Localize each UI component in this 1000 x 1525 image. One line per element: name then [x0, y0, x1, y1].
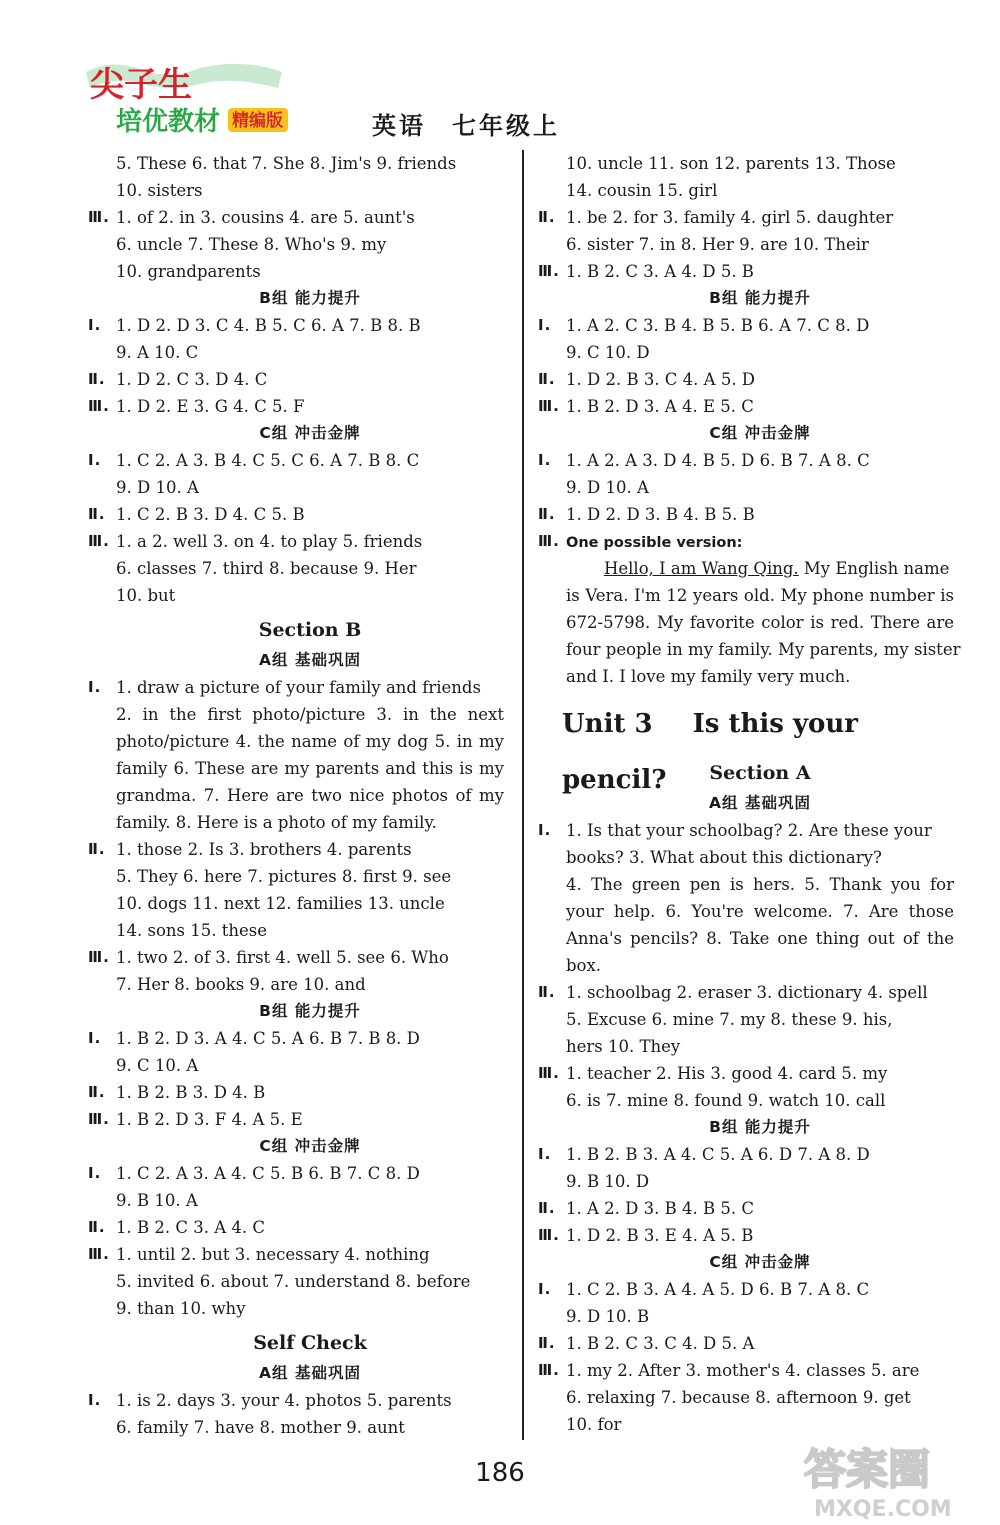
answer-line — [88, 366, 504, 393]
answer-line: photo/picture 4. the name of my dog 5. in my — [116, 732, 504, 751]
answer-text: 1. B 2. D 3. A 4. C 5. A 6. B 7. B 8. D — [116, 1029, 420, 1048]
answer-text: 1. D 2. B 3. E 4. A 5. B — [566, 1226, 754, 1245]
group-heading-c: C组 冲击金牌 — [259, 1137, 361, 1155]
group-number: Ⅰ. — [538, 821, 552, 839]
page-number: 186 — [475, 1458, 525, 1488]
answer-line — [88, 1106, 504, 1133]
answer-text: 1. D 2. D 3. B 4. B 5. B — [566, 505, 755, 524]
section-heading: Section A — [709, 762, 811, 784]
group-number: Ⅲ. — [88, 948, 110, 966]
left-column — [88, 150, 504, 1441]
page-header — [82, 62, 602, 140]
answer-text: 1. C 2. B 3. A 4. A 5. D 6. B 7. A 8. C — [566, 1280, 870, 1299]
watermark-top-text: 答案圈 — [804, 1445, 931, 1494]
subject-label: 英语 — [372, 112, 426, 140]
answer-text: 1. those 2. Is 3. brothers 4. parents — [116, 840, 412, 859]
answer-text: 1. C 2. A 3. A 4. C 5. B 6. B 7. C 8. D — [116, 1164, 420, 1183]
answer-text: 1. be 2. for 3. family 4. girl 5. daughter — [566, 208, 894, 227]
answer-line — [88, 204, 504, 231]
answer-line — [88, 393, 504, 420]
answer-text: 1. D 2. C 3. D 4. C — [116, 370, 268, 389]
group-heading-a: A组 基础巩固 — [259, 651, 361, 669]
answer-text: 1. two 2. of 3. first 4. well 5. see 6. Who — [116, 948, 449, 967]
group-number: Ⅰ. — [88, 1391, 102, 1409]
group-number: Ⅰ. — [88, 316, 102, 334]
answer-line: 6. sister 7. in 8. Her 9. are 10. Their — [566, 235, 869, 254]
answer-line: 10. dogs 11. next 12. families 13. uncle — [116, 894, 445, 913]
group-number: Ⅱ. — [538, 370, 556, 388]
essay-text: My English name — [798, 559, 950, 578]
answer-line: Anna's pencils? 8. Take one thing out of the — [566, 929, 954, 948]
essay-underlined: Hello, I am Wang Qing. — [604, 559, 799, 578]
answer-line — [538, 1060, 954, 1087]
group-number: Ⅱ. — [88, 505, 106, 523]
answer-text: 1. C 2. B 3. D 4. C 5. B — [116, 505, 305, 524]
group-number: Ⅱ. — [538, 208, 556, 226]
answer-line: family. 8. Here is a photo of my family. — [116, 813, 437, 832]
answer-line: 6. relaxing 7. because 8. afternoon 9. get — [566, 1388, 911, 1407]
right-column — [538, 150, 961, 1438]
unit-number: Unit 3 — [562, 709, 653, 739]
grade-label: 七年级上 — [452, 112, 560, 140]
answer-line: 9. B 10. A — [116, 1191, 198, 1210]
group-number: Ⅲ. — [538, 532, 560, 550]
answer-line: 6. is 7. mine 8. found 9. watch 10. call — [566, 1091, 886, 1110]
answer-line — [88, 944, 504, 971]
group-number: Ⅲ. — [88, 208, 110, 226]
answer-text: 1. schoolbag 2. eraser 3. dictionary 4. spell — [566, 983, 928, 1002]
group-number: Ⅲ. — [88, 397, 110, 415]
answer-line — [538, 204, 954, 231]
answer-text: 1. B 2. D 3. A 4. E 5. C — [566, 397, 754, 416]
answer-line — [538, 528, 954, 555]
answer-text: 1. B 2. B 3. D 4. B — [116, 1083, 266, 1102]
answer-text: 1. D 2. D 3. C 4. B 5. C 6. A 7. B 8. B — [116, 316, 421, 335]
group-number: Ⅰ. — [88, 1029, 102, 1047]
answer-line — [538, 393, 954, 420]
answer-line: 10. grandparents — [116, 262, 261, 281]
group-number: Ⅲ. — [538, 1226, 560, 1244]
answer-text: 1. A 2. C 3. B 4. B 5. B 6. A 7. C 8. D — [566, 316, 870, 335]
answer-line — [88, 447, 504, 474]
answer-line — [88, 1241, 504, 1268]
answer-text: 1. teacher 2. His 3. good 4. card 5. my — [566, 1064, 888, 1083]
answer-line: 9. D 10. A — [566, 478, 649, 497]
answer-line — [538, 1222, 954, 1249]
answer-line: 4. The green pen is hers. 5. Thank you for — [566, 875, 954, 894]
answer-line: 10. for — [566, 1415, 622, 1434]
answer-text: 1. A 2. D 3. B 4. B 5. C — [566, 1199, 754, 1218]
answer-line: 5. These 6. that 7. She 8. Jim's 9. friends — [116, 154, 457, 173]
answer-line: 9. than 10. why — [116, 1299, 246, 1318]
unit-title: Is this your pencil? — [562, 709, 858, 795]
book-series-logo — [82, 62, 344, 140]
answer-line: 9. A 10. C — [116, 343, 199, 362]
answer-line — [538, 447, 954, 474]
answer-line: 10. sisters — [116, 181, 203, 200]
answer-text: 1. of 2. in 3. cousins 4. are 5. aunt's — [116, 208, 415, 227]
answer-line: 14. sons 15. these — [116, 921, 267, 940]
group-number: Ⅰ. — [538, 316, 552, 334]
group-number: Ⅱ. — [88, 840, 106, 858]
answer-line: 9. C 10. D — [566, 343, 650, 362]
section-heading: Section B — [258, 619, 362, 641]
column-divider — [522, 150, 524, 1440]
answer-line: box. — [566, 956, 602, 975]
answer-line: your help. 6. You're welcome. 7. Are those — [566, 902, 954, 921]
answer-line — [538, 1357, 954, 1384]
group-number: Ⅲ. — [88, 1110, 110, 1128]
answer-line — [88, 1025, 504, 1052]
answer-line: books? 3. What about this dictionary? — [566, 848, 882, 867]
answer-line — [88, 1079, 504, 1106]
group-number: Ⅲ. — [88, 532, 110, 550]
answer-line — [538, 1195, 954, 1222]
answer-text: 1. C 2. A 3. B 4. C 5. C 6. A 7. B 8. C — [116, 451, 420, 470]
group-number: Ⅲ. — [538, 1064, 560, 1082]
logo-sub-text: 培优教材 — [116, 107, 221, 137]
answer-line — [538, 1276, 954, 1303]
answer-line — [538, 1141, 954, 1168]
answer-line: 14. cousin 15. girl — [566, 181, 718, 200]
group-number: Ⅲ. — [538, 397, 560, 415]
answer-text: 1. until 2. but 3. necessary 4. nothing — [116, 1245, 430, 1264]
answer-line — [88, 1214, 504, 1241]
answer-line: 6. uncle 7. These 8. Who's 9. my — [116, 235, 387, 254]
group-heading-c: C组 冲击金牌 — [709, 424, 811, 442]
answer-line: 10. but — [116, 586, 176, 605]
answer-line — [88, 674, 504, 701]
answer-text: 1. B 2. C 3. A 4. D 5. B — [566, 262, 754, 281]
answer-line — [88, 836, 504, 863]
group-number: Ⅱ. — [538, 505, 556, 523]
answer-line — [88, 1387, 504, 1414]
book-title — [372, 106, 560, 141]
answer-text: 1. B 2. D 3. F 4. A 5. E — [116, 1110, 303, 1129]
group-number: Ⅰ. — [88, 1164, 102, 1182]
group-heading-b: B组 能力提升 — [709, 289, 811, 307]
possible-version-label: One possible version: — [566, 535, 743, 551]
group-number: Ⅰ. — [88, 451, 102, 469]
essay-line: 672-5798. My favorite color is red. There are — [566, 613, 954, 632]
group-number: Ⅱ. — [538, 983, 556, 1001]
group-number: Ⅱ. — [88, 1083, 106, 1101]
section-heading: Self Check — [253, 1332, 367, 1354]
group-number: Ⅱ. — [538, 1199, 556, 1217]
answer-line — [538, 979, 954, 1006]
group-number: Ⅲ. — [88, 1245, 110, 1263]
answer-text: 1. a 2. well 3. on 4. to play 5. friends — [116, 532, 423, 551]
answer-line — [538, 366, 954, 393]
answer-line — [88, 528, 504, 555]
answer-line: 6. classes 7. third 8. because 9. Her — [116, 559, 417, 578]
answer-line — [88, 501, 504, 528]
answer-line: 9. D 10. B — [566, 1307, 650, 1326]
answer-text: 1. draw a picture of your family and friends — [116, 678, 481, 697]
group-heading-c: C组 冲击金牌 — [709, 1253, 811, 1271]
answer-line: 9. C 10. A — [116, 1056, 199, 1075]
group-heading-a: A组 基础巩固 — [709, 794, 811, 812]
answer-line: 9. D 10. A — [116, 478, 199, 497]
logo-badge-text: 精编版 — [232, 111, 283, 131]
group-heading-b: B组 能力提升 — [259, 1002, 361, 1020]
logo-main-text: 尖子生 — [90, 65, 192, 105]
essay-line — [566, 555, 954, 582]
essay-line: is Vera. I'm 12 years old. My phone number is — [566, 586, 954, 605]
group-heading-b: B组 能力提升 — [709, 1118, 811, 1136]
answer-line: 5. They 6. here 7. pictures 8. first 9. see — [116, 867, 452, 886]
answer-text: 1. B 2. B 3. A 4. C 5. A 6. D 7. A 8. D — [566, 1145, 870, 1164]
answer-text: 1. Is that your schoolbag? 2. Are these your — [566, 821, 932, 840]
answer-text: 1. is 2. days 3. your 4. photos 5. parents — [116, 1391, 452, 1410]
group-number: Ⅲ. — [538, 262, 560, 280]
answer-line — [538, 1330, 954, 1357]
group-number: Ⅰ. — [538, 1280, 552, 1298]
answer-text: 1. B 2. C 3. A 4. C — [116, 1218, 265, 1237]
group-number: Ⅱ. — [88, 1218, 106, 1236]
group-number: Ⅲ. — [538, 1361, 560, 1379]
answer-line: family 6. These are my parents and this is my — [116, 759, 504, 778]
answer-line — [538, 501, 954, 528]
group-heading-a: A组 基础巩固 — [259, 1364, 361, 1382]
essay-line: four people in my family. My parents, my sister — [566, 640, 961, 659]
answer-line: 10. uncle 11. son 12. parents 13. Those — [566, 154, 896, 173]
answer-line: 6. family 7. have 8. mother 9. aunt — [116, 1418, 405, 1437]
answer-line: 7. Her 8. books 9. are 10. and — [116, 975, 366, 994]
answer-line: 9. B 10. D — [566, 1172, 650, 1191]
answer-text: 1. D 2. B 3. C 4. A 5. D — [566, 370, 756, 389]
group-number: Ⅱ. — [538, 1334, 556, 1352]
group-number: Ⅱ. — [88, 370, 106, 388]
answer-line — [538, 258, 954, 285]
answer-line: 5. Excuse 6. mine 7. my 8. these 9. his, — [566, 1010, 893, 1029]
answer-text: 1. B 2. C 3. C 4. D 5. A — [566, 1334, 755, 1353]
answer-line: 2. in the first photo/picture 3. in the next — [116, 705, 504, 724]
group-number: Ⅰ. — [88, 678, 102, 696]
answer-text: 1. D 2. E 3. G 4. C 5. F — [116, 397, 305, 416]
essay-line: and I. I love my family very much. — [566, 667, 851, 686]
answer-line — [88, 1160, 504, 1187]
answer-text: 1. A 2. A 3. D 4. B 5. D 6. B 7. A 8. C — [566, 451, 870, 470]
answer-line: 5. invited 6. about 7. understand 8. before — [116, 1272, 471, 1291]
group-number: Ⅰ. — [538, 451, 552, 469]
group-number: Ⅰ. — [538, 1145, 552, 1163]
answer-text: 1. my 2. After 3. mother's 4. classes 5. are — [566, 1361, 920, 1380]
answer-line — [88, 312, 504, 339]
group-heading-b: B组 能力提升 — [259, 289, 361, 307]
watermark-bottom-text: MXQE.COM — [814, 1497, 952, 1522]
answer-line — [538, 312, 954, 339]
answer-line — [538, 817, 954, 844]
answer-line: grandma. 7. Here are two nice photos of my — [116, 786, 504, 805]
group-heading-c: C组 冲击金牌 — [259, 424, 361, 442]
watermark-logo — [798, 1438, 988, 1522]
answer-line: hers 10. They — [566, 1037, 681, 1056]
